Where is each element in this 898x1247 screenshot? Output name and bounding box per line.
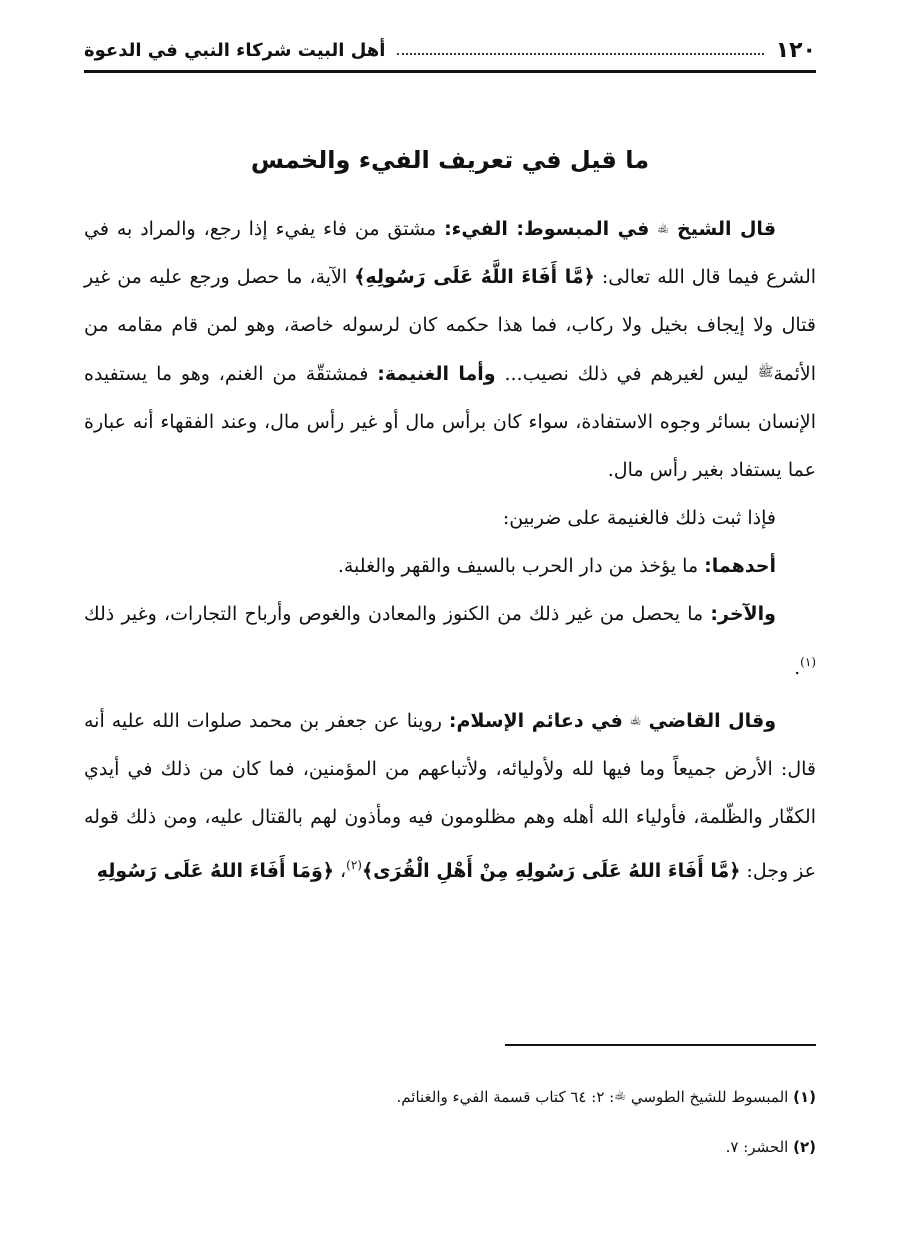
paragraph-second-type — [84, 590, 816, 692]
body-span: ما يؤخذ من دار الحرب بالسيف والقهر والغلبة. — [337, 555, 699, 577]
body-text — [84, 204, 816, 895]
quran-verse: ﴿مَّا أَفَاءَ اللهُ عَلَى رَسُولِهِ مِنْ أَهْلِ الْقُرَى﴾ — [361, 860, 741, 882]
running-header — [84, 30, 816, 70]
quran-verse: ﴿وَمَا أَفَاءَ اللهُ عَلَى رَسُولِهِ — [96, 860, 334, 882]
footnote-reference: (٢) — [346, 858, 362, 872]
honorific-glyph: ﷺ — [757, 365, 774, 380]
footnote-1 — [84, 1070, 816, 1122]
body-span: روينا عن جعفر بن محمد صلوات الله عليه أنه قال: الأرض جميعاً وما فيها لله ولأوليائه، ولأتباعهم من المؤمنين، فما كان من ذلك في أيدي الكفّار والظّلمة، فأولياء الله أهله وهم مظلومون فيه ومأذون لهم بالقتال عليه، ومن ذلك قوله عز وجل: — [84, 710, 816, 882]
header-leader-dots — [397, 53, 763, 55]
speaker-label: وقال القاضي — [648, 710, 777, 732]
running-title: أهل البيت شركاء النبي في الدعوة — [84, 39, 386, 61]
honorific-glyph: ﵀ — [629, 712, 642, 727]
footnotes — [84, 1070, 816, 1172]
paragraph-two-types: فإذا ثبت ذلك فالغنيمة على ضربين: — [502, 507, 776, 529]
first-type-label: أحدهما: — [704, 555, 776, 577]
footnote-number: (١) — [793, 1088, 816, 1106]
honorific-glyph: ﵀ — [657, 220, 670, 235]
footnote-rule — [505, 1044, 816, 1046]
body-span: ، — [340, 860, 347, 882]
footnote-text: المبسوط للشيخ الطوسي — [630, 1088, 789, 1106]
paragraph-first-type — [84, 542, 816, 590]
source-label: في دعائم الإسلام: — [448, 710, 623, 732]
body-span: الآية، ما حصل ورجع عليه من غير قتال ولا إيجاف بخيل ولا ركاب، فما هذا حكمه كان لرسوله خاصة، وهو لمن قام مقامه من الأئمة — [84, 266, 816, 385]
footnote-text: : ٢: ٦٤ كتاب قسمة الفيء والغنائم. — [396, 1088, 615, 1106]
footnote-text: الحشر: ٧. — [725, 1138, 789, 1156]
speaker-label: قال الشيخ — [677, 218, 777, 240]
body-span: فمشتقّة من الغنم، وهو ما يستفيده الإنسان بسائر وجوه الاستفادة، سواء كان برأس مال أو غير رأس مال، وعند الفقهاء أنه عبارة عما يستفاد بغير رأس مال. — [84, 363, 816, 481]
body-span: ما يحصل من غير ذلك من الكنوز والمعادن والغوص وأرباح التجارات، وغير ذلك — [84, 603, 704, 625]
quran-verse: ﴿مَّا أَفَاءَ اللَّهُ عَلَى رَسُولِهِ﴾ — [354, 266, 595, 288]
paragraph-fay-definition — [84, 204, 816, 494]
honorific-glyph: ﵀ — [614, 1087, 627, 1102]
ghanima-label: وأما الغنيمة: — [377, 363, 496, 385]
body-span: مشتق من فاء يفيء إذا رجع، والمراد به في الشرع فيما قال الله تعالى: — [84, 218, 817, 288]
body-span: . — [794, 657, 801, 679]
page-number: ١٢٠ — [775, 37, 816, 63]
source-label: في المبسوط: الفيء: — [444, 218, 650, 240]
footnote-reference: (١) — [800, 655, 816, 669]
header-rule — [84, 70, 816, 73]
paragraph-qadi-quote — [84, 696, 816, 895]
footnote-2 — [84, 1122, 816, 1172]
body-span: ليس لغيرهم في ذلك نصيب... — [504, 363, 749, 385]
section-heading: ما قيل في تعريف الفيء والخمس — [250, 146, 650, 174]
footnote-number: (٢) — [793, 1138, 816, 1156]
second-type-label: والآخر: — [710, 603, 776, 625]
